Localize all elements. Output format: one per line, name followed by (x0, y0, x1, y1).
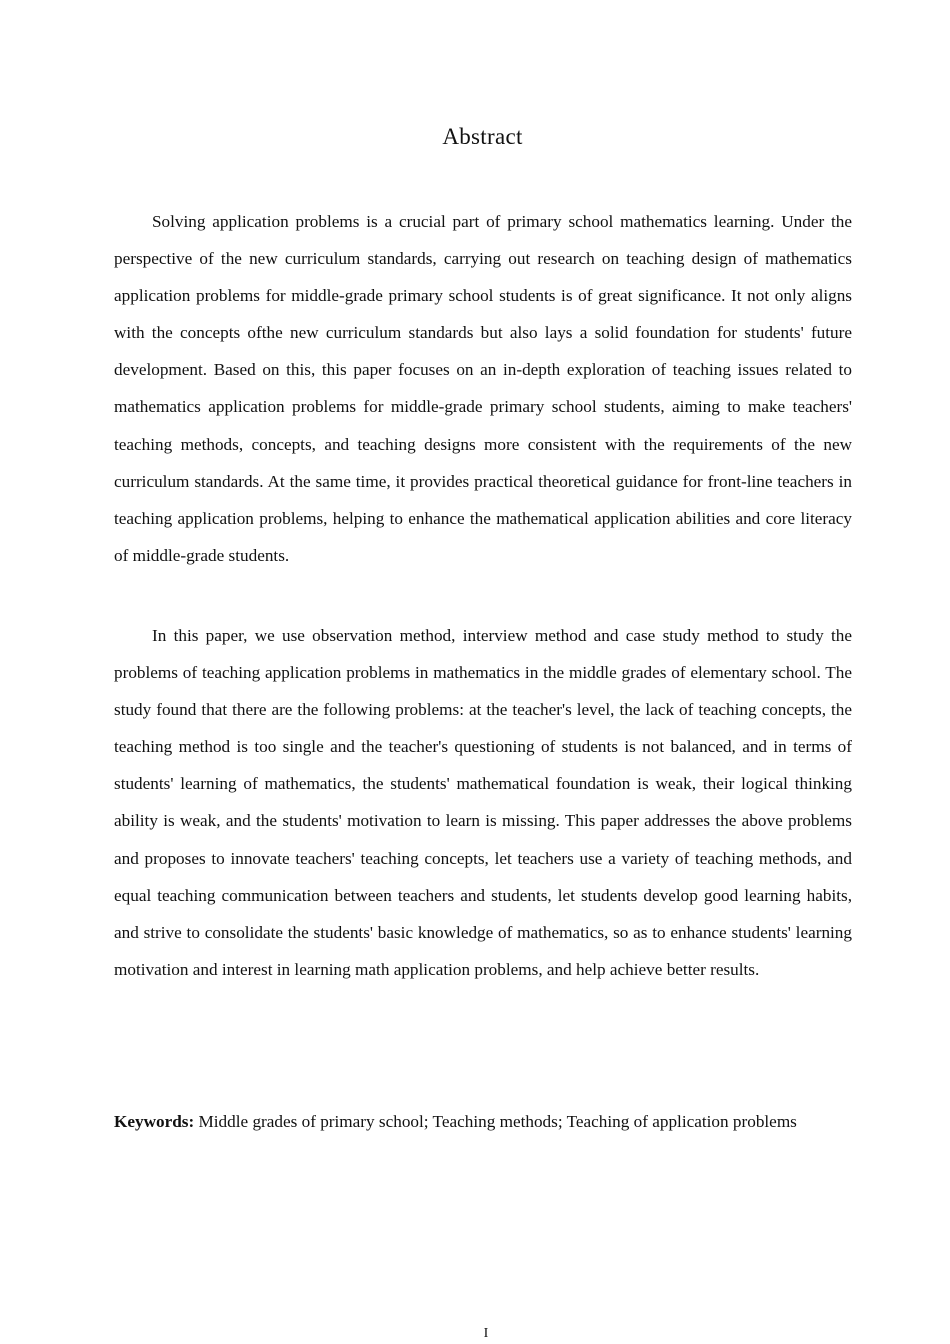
abstract-title: Abstract (442, 124, 523, 149)
page-number: I (483, 1326, 489, 1341)
keywords-line (114, 1104, 850, 1140)
abstract-paragraph-2: In this paper, we use observation method, interview method and case study method to study the problems of teaching application problems in mathematics in the middle grades of elementary school. The study found that there are the following problems: at the teacher's level, the lack of teaching concepts, the teaching method is too single and the teacher's questioning of students is not balanced, and in terms of students' learning of mathematics, the students' mathematical foundation is weak, their logical thinking ability is weak, and the students' motivation to learn is missing. This paper addresses the above problems and proposes to innovate teachers' teaching concepts, let teachers use a variety of teaching methods, and equal teaching communication between teachers and students, let students develop good learning habits, and strive to consolidate the students' basic knowledge of mathematics, so as to enhance students' learning motivation and interest in learning math application problems, and help achieve better results. (114, 626, 852, 979)
keywords-text: Middle grades of primary school; Teaching methods; Teaching of application problems (198, 1112, 797, 1131)
abstract-paragraph-1: Solving application problems is a crucial part of primary school mathematics learning. Under the perspective of the new curriculum standards, carrying out research on teaching design of mathematics application problems for middle-grade primary school students is of great significance. It not only aligns with the concepts ofthe new curriculum standards but also lays a solid foundation for students' future development. Based on this, this paper focuses on an in-depth exploration of teaching issues related to mathematics application problems for middle-grade primary school students, aiming to make teachers' teaching methods, concepts, and teaching designs more consistent with the requirements of the new curriculum standards. At the same time, it provides practical theoretical guidance for front-line teachers in teaching application problems, helping to enhance the mathematical application abilities and core literacy of middle-grade students. (114, 212, 852, 565)
keywords-label: Keywords: (114, 1112, 195, 1131)
